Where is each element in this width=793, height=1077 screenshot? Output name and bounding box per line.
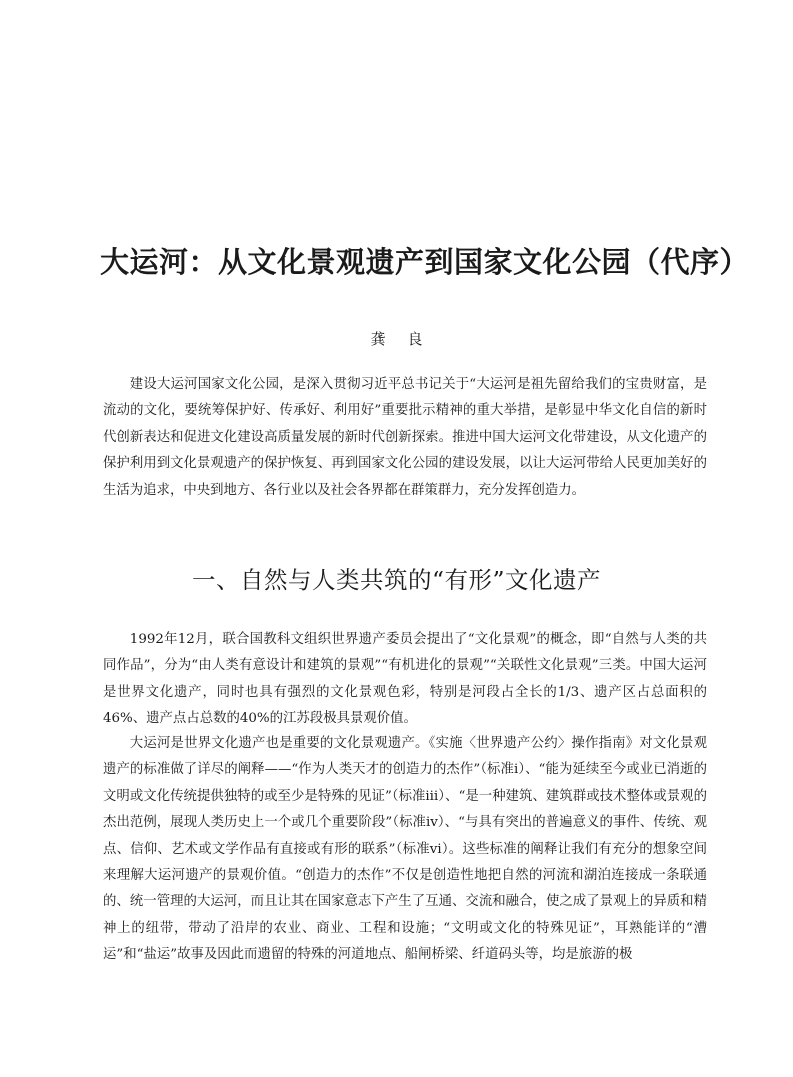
author-name: 龚良: [370, 330, 445, 348]
body-paragraph: 1992年12月，联合国教科文组织世界遗产委员会提出了“文化景观”的概念，即“自然与人类的共同作品”，分为“由人类有意设计和建筑的景观”“有机进化的景观”“关联性文化景观”三类。中国大运河是世界文化遗产，同时也具有强烈的文化景观色彩，特别是河段占全长的1/3、遗产区占总面积的46%、遗产点占总数的40%的江苏段极具景观价值。: [103, 632, 707, 727]
body-paragraph: 大运河是世界文化遗产也是重要的文化景观遗产。《实施〈世界遗产公约〉操作指南》对文化景观遗产的标准做了详尽的阐释——“作为人类天才的创造力的杰作”（标准ⅰ）、“能为延续至今或业已消逝的文明或文化传统提供独特的或至少是特殊的见证”（标准ⅲ）、“是一种建筑、建筑群或技术整体或景观的杰出范例，展现人类历史上一个或几个重要阶段”（标准ⅳ）、“与具有突出的普遍意义的事件、传统、观点、信仰、艺术或文学作品有直接或有形的联系”（标准ⅵ）。这些标准的阐释让我们有充分的想象空间来理解大运河遗产的景观价值。“创造力的杰作”不仅是创造性地把自然的河流和湖泊连接成一条联通的、统一管理的大运河，而且让其在国家意志下产生了互通、交流和融合，使之成了景观上的异质和精神上的纽带，带动了沿岸的农业、商业、工程和设施；“文明或文化的特殊见证”，耳熟能详的“漕运”和“盐运”故事及因此而遗留的特殊的河道地点、船闸桥梁、纤道码头等，均是旅游的极: [103, 736, 707, 963]
section-heading: 一、自然与人类共筑的“有形”文化遗产: [191, 566, 602, 594]
intro-paragraph: 建设大运河国家文化公园，是深入贯彻习近平总书记关于“大运河是祖先留给我们的宝贵财富，是流动的文化，要统筹保护好、传承好、利用好”重要批示精神的重大举措，是彰显中华文化自信的新时代创新表达和促进文化建设高质量发展的新时代创新探索。推进中国大运河文化带建设，从文化遗产的保护利用到文化景观遗产的保护恢复、再到国家文化公园的建设发展，以让大运河带给人民更加美好的生活为追求，中央到地方、各行业以及社会各界都在群策群力，充分发挥创造力。: [103, 377, 707, 498]
page-title: 大运河：从文化景观遗产到国家文化公园（代序）: [100, 245, 750, 279]
